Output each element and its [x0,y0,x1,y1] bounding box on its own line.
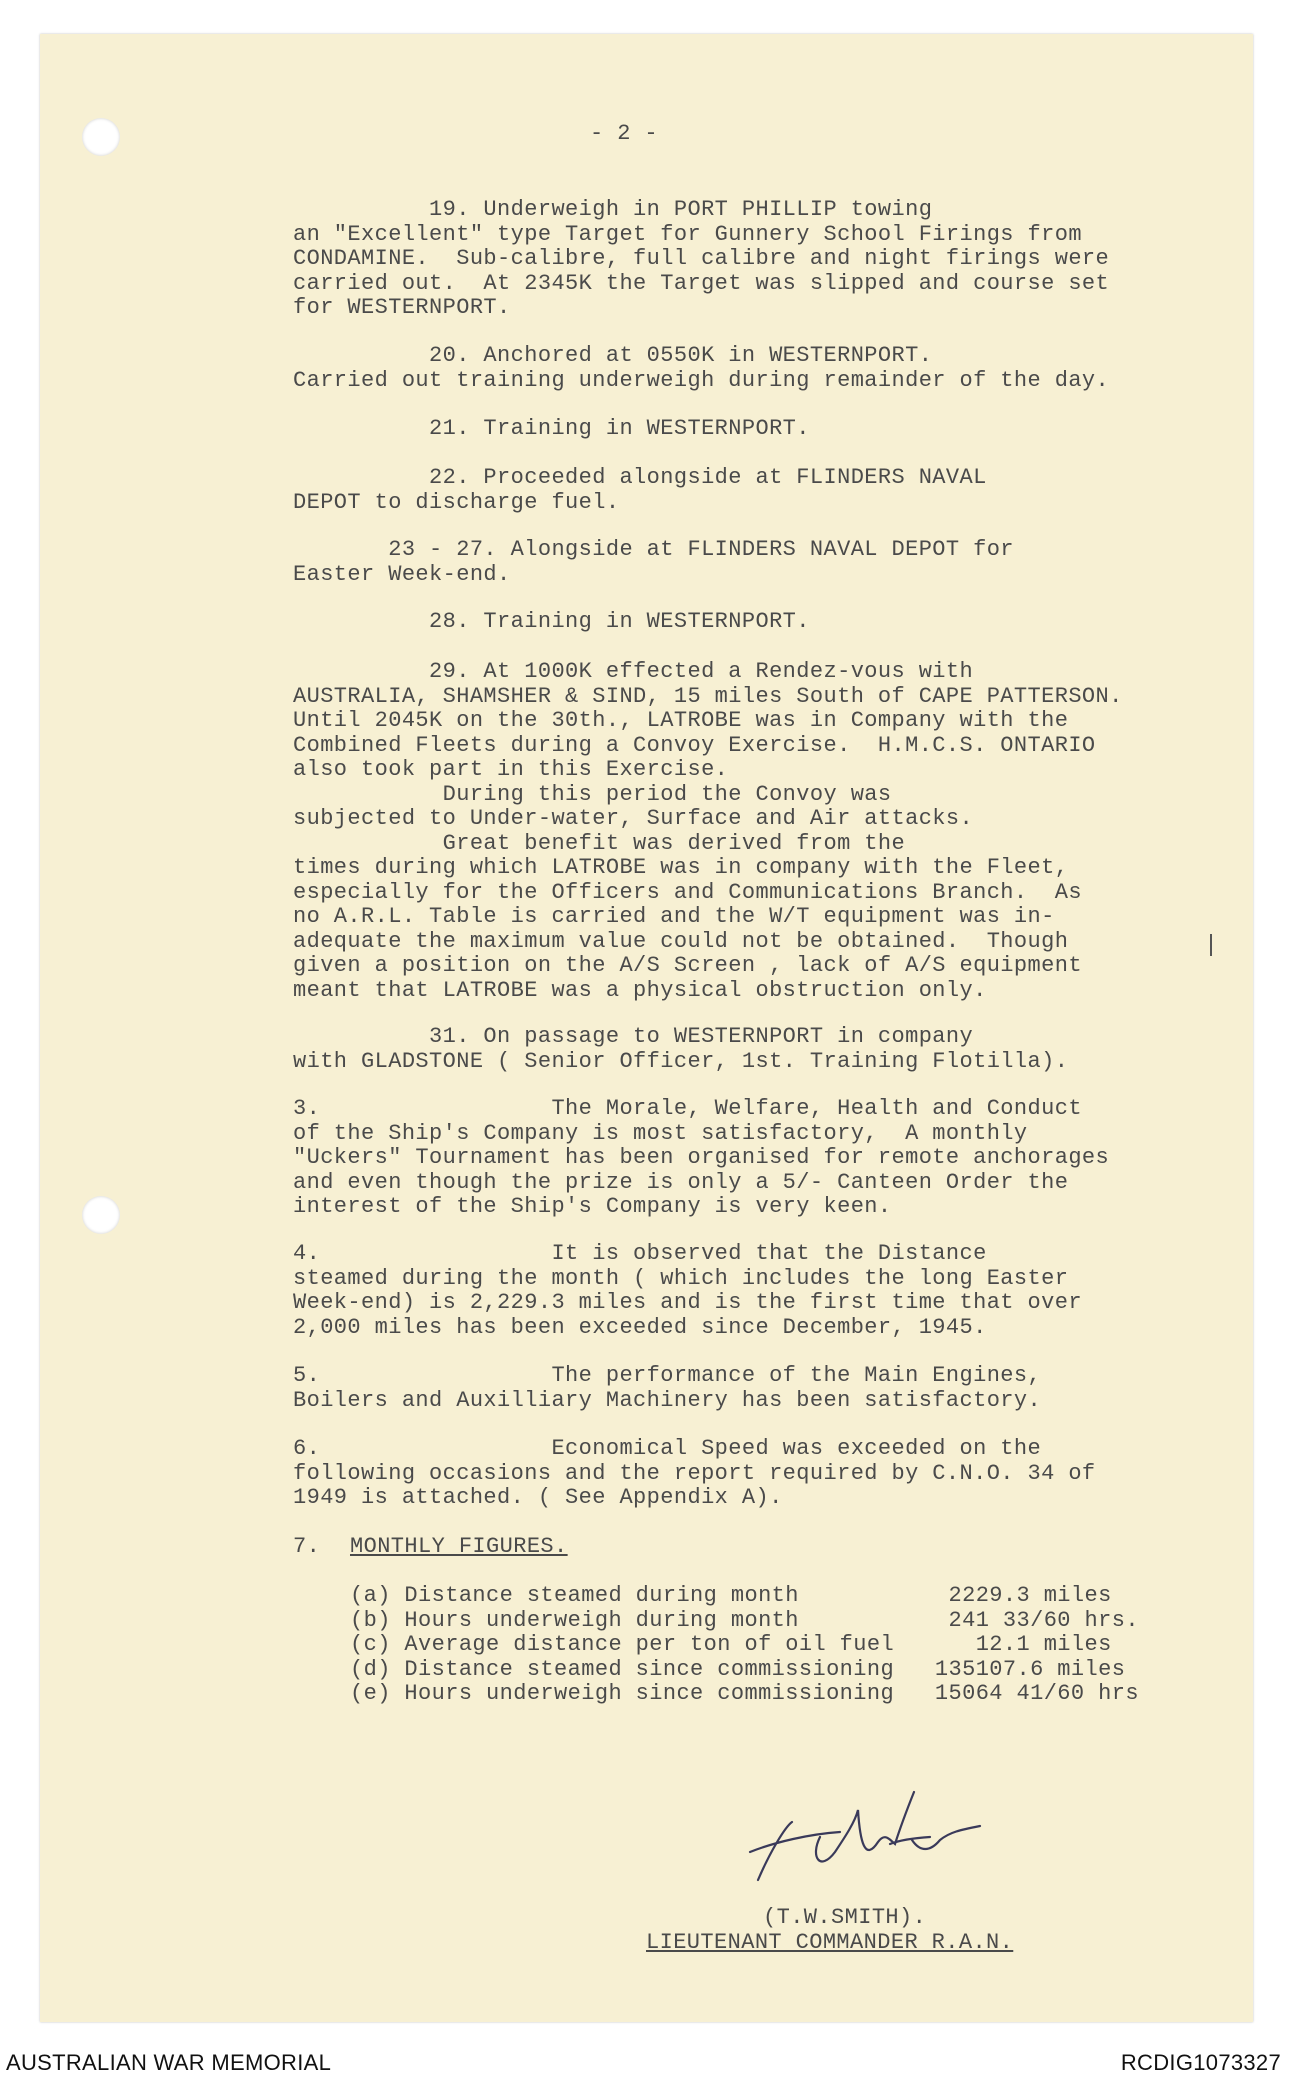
monthly-figures-heading: MONTHLY FIGURES. [350,1534,568,1559]
paragraph-21: 21. Training in WESTERNPORT. [293,416,810,441]
paragraph-22: 22. Proceeded alongside at FLINDERS NAVAL DEPOT to discharge fuel. [293,465,987,515]
punch-hole-bottom [82,1196,120,1234]
margin-mark [1210,934,1212,956]
paragraph-29: 29. At 1000K effected a Rendez-vous with AUSTRALIA, SHAMSHER & SIND, 15 miles South of CAPE PATTERSON. Until 2045K on the 30th., LATROBE was in Company with the Combined Fleets during a Convoy Exercise. H.M.C.S. ONTARIO also took part in this Exercise. During this period the Convoy was subjected to Under-water, Surface and Air attacks. Great benefit was derived from the times during which LATROBE was in company with the Fleet, especially for the Officers and Communications Branch. As no A.R.L. Table is carried and the W/T equipment was in- adequate the maximum value could not be obtained. Though given a position on the A/S Screen , lack of A/S equipment meant that LATROBE was a physical obstruction only. [293,659,1123,1003]
paragraph-23-27: 23 - 27. Alongside at FLINDERS NAVAL DEPOT for Easter Week-end. [293,537,1014,587]
paragraph-31: 31. On passage to WESTERNPORT in company with GLADSTONE ( Senior Officer, 1st. Training Flotilla). [293,1024,1069,1074]
paragraph-28: 28. Training in WESTERNPORT. [293,609,810,634]
handwritten-signature [730,1782,990,1892]
section-4: 4. It is observed that the Distance steamed during the month ( which includes the long Easter Week-end) is 2,229.3 miles and is the first time that over 2,000 miles has been exceeded since December, 1945. [293,1241,1082,1340]
section-3: 3. The Morale, Welfare, Health and Conduct of the Ship's Company is most satisfactory, A monthly "Uckers" Tournament has been organised for remote anchorages and even though the prize is only a 5/- Canteen Order the interest of the Ship's Company is very keen. [293,1096,1110,1219]
section-6: 6. Economical Speed was exceeded on the following occasions and the report required by C.N.O. 34 of 1949 is attached. ( See Appendix A). [293,1436,1096,1510]
monthly-figures-table: (a) Distance steamed during month 2229.3 miles (b) Hours underweigh during month 241 33/60 hrs. (c) Average distance per ton of oil fuel 12.1 miles (d) Distance steamed since commissioning 135107.6 miles (e) Hours underweigh since commissioning 15064 41/60 hrs [350,1583,1139,1706]
footer-institution: AUSTRALIAN WAR MEMORIAL [6,2050,332,2075]
punch-hole-top [82,118,120,156]
section-5: 5. The performance of the Main Engines, Boilers and Auxilliary Machinery has been satisfactory. [293,1363,1042,1413]
section-7-number: 7. [293,1534,321,1559]
page-number: - 2 - [590,121,659,146]
paragraph-20: 20. Anchored at 0550K in WESTERNPORT. Carried out training underweigh during remainder of the day. [293,343,1110,393]
footer-record-id: RCDIG1073327 [1120,2050,1281,2075]
signatory-name: (T.W.SMITH). [763,1905,927,1930]
signatory-rank: LIEUTENANT COMMANDER R.A.N. [646,1930,1014,1955]
paragraph-19: 19. Underweigh in PORT PHILLIP towing an "Excellent" type Target for Gunnery School Firings from CONDAMINE. Sub-calibre, full calibre and night firings were carried out. At 2345K the Target was slipped and course set for WESTERNPORT. [293,197,1110,320]
